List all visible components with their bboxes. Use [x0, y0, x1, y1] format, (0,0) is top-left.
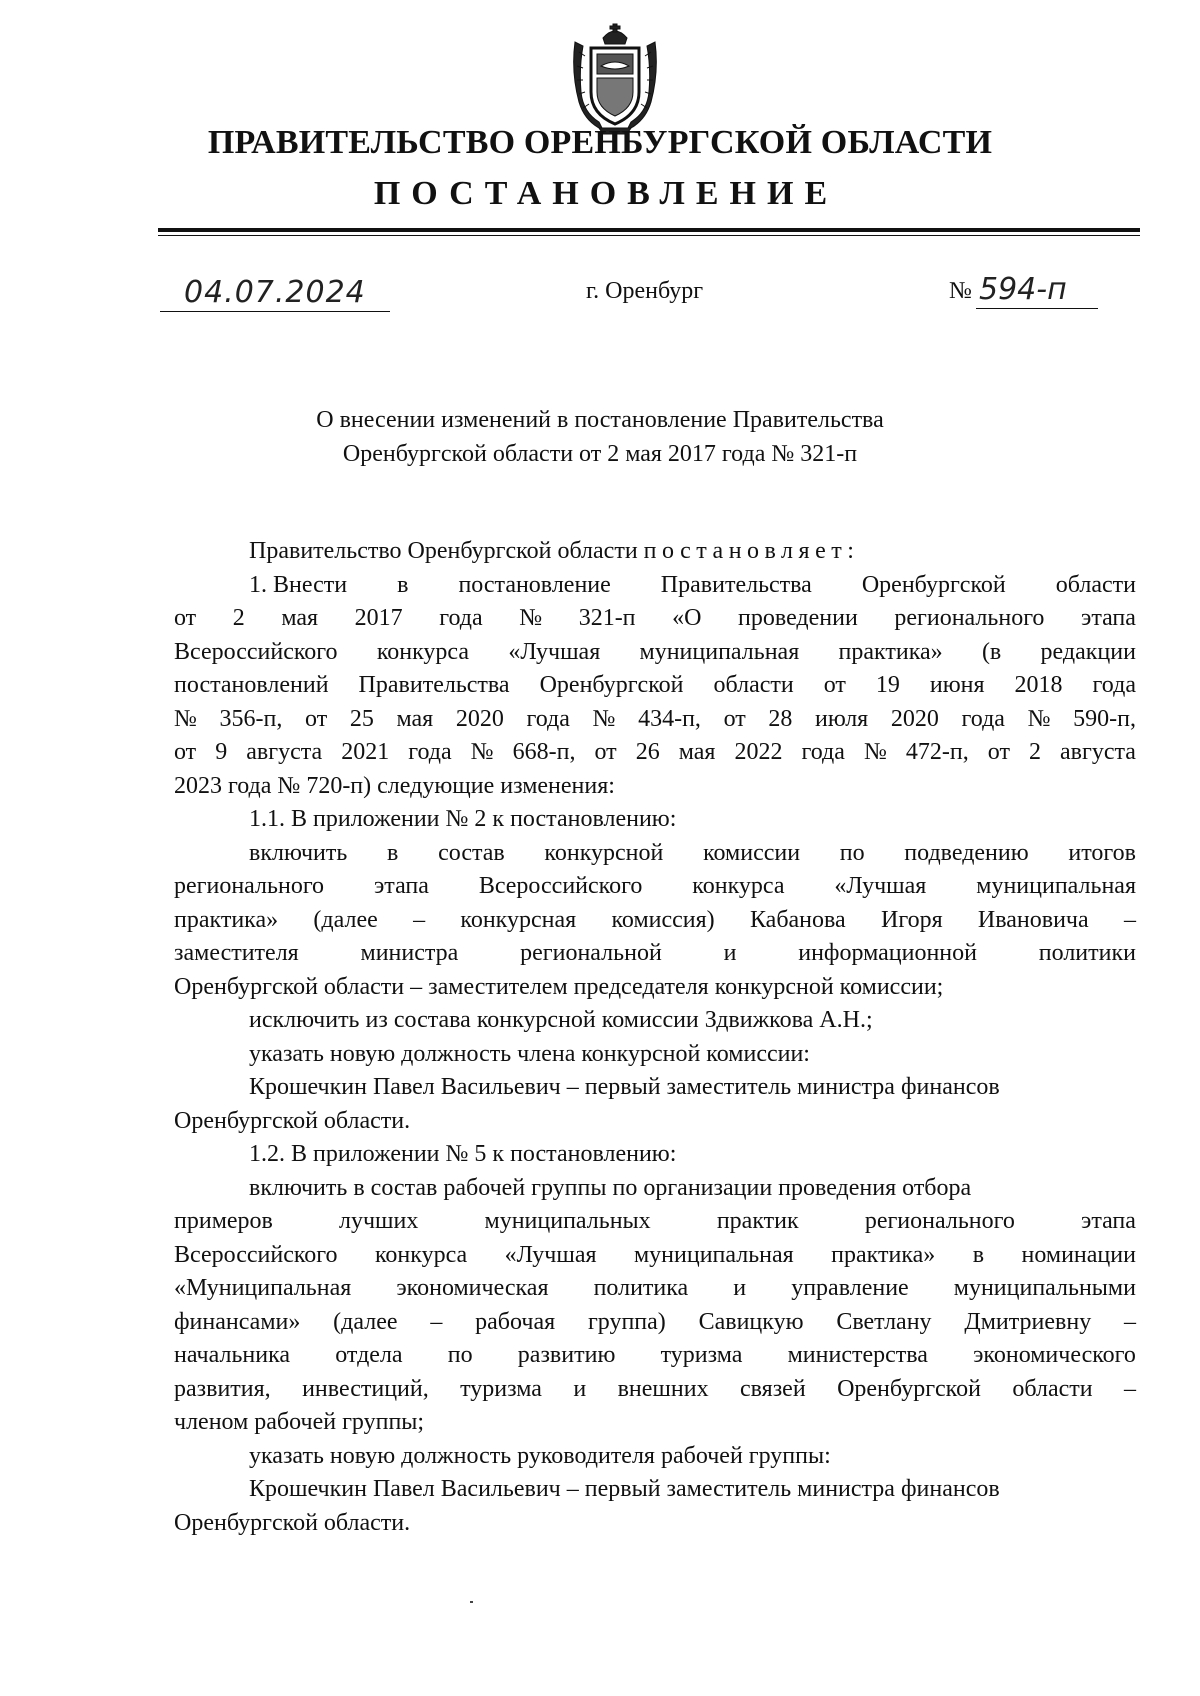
body-word: №: [1027, 705, 1051, 732]
body-word: Всероссийского: [174, 638, 338, 665]
body-line: [174, 703, 1136, 737]
body-line: [174, 669, 1136, 703]
body-word: конкурсной: [544, 839, 664, 866]
body-word: в: [972, 1241, 985, 1268]
body-word: и: [733, 1275, 747, 1301]
body-word: Правительства: [358, 672, 510, 698]
body-word: 1. Внести: [249, 571, 348, 598]
body-word: июня: [929, 672, 985, 698]
body-word: группа): [587, 1308, 666, 1335]
body-word: инвестиций,: [302, 1375, 429, 1402]
body-text: Правительство Оренбургской области: [249, 538, 644, 564]
body-word: проведении: [738, 605, 858, 631]
body-word: внешних: [617, 1375, 709, 1402]
body-line: членом рабочей группы;: [174, 1409, 425, 1435]
body-line: [174, 1272, 1136, 1306]
body-word: 2021: [341, 739, 390, 765]
body-word: области: [713, 672, 794, 698]
body-word: мая: [678, 739, 716, 765]
body-word: от: [987, 739, 1010, 765]
body-word: 26: [635, 739, 660, 765]
body-word: муниципальная: [639, 638, 800, 665]
body-word: (далее: [313, 906, 378, 933]
body-text: :: [847, 538, 854, 564]
body-word: 668-п,: [512, 739, 576, 765]
body-line: [174, 636, 1136, 670]
body-word: 2020: [890, 705, 939, 732]
body-word: года: [801, 739, 845, 765]
body-word: министра: [360, 940, 459, 966]
body-line: Оренбургской области.: [174, 1107, 411, 1134]
document-number: 594-п: [979, 272, 1067, 307]
body-word: Оренбургской: [861, 571, 1006, 598]
body-word: подведению: [904, 839, 1029, 866]
body-word: по: [839, 839, 865, 866]
body-word: комиссии: [703, 839, 801, 866]
body-line: [174, 837, 1136, 871]
body-word: этапа: [1081, 605, 1136, 631]
body-line: 2023 года № 720-п) следующие изменения:: [174, 772, 615, 799]
body-word: информационной: [798, 940, 977, 966]
body-word: 2020: [455, 705, 504, 732]
subject-line: О внесении изменений в постановление Правительства: [316, 407, 884, 433]
body-word: №: [470, 739, 494, 765]
body-line: [174, 1239, 1136, 1273]
body-word: 2: [1028, 739, 1041, 765]
body-word: отдела: [335, 1342, 403, 1368]
body-word: 2: [232, 605, 245, 631]
body-word: Оренбургской: [539, 672, 684, 698]
body-line: [174, 602, 1136, 636]
body-word: муниципальными: [953, 1275, 1136, 1301]
body-word: от: [174, 605, 197, 631]
coat-of-arms-icon: [569, 22, 661, 136]
number-underline: [976, 308, 1098, 309]
body-word: экономическая: [396, 1275, 549, 1301]
body-word: управление: [791, 1275, 909, 1301]
body-word: конкурсная: [460, 906, 577, 933]
body-word: развитию: [517, 1342, 616, 1368]
body-word: от: [305, 705, 328, 732]
number-sign: №: [949, 278, 972, 304]
body-word: от: [594, 739, 617, 765]
body-word: конкурса: [374, 1241, 468, 1268]
body-word: июля: [815, 705, 869, 732]
body-word: включить: [249, 839, 348, 866]
body-word: «Лучшая: [508, 638, 601, 665]
document-type: ПОСТАНОВЛЕНИЕ: [373, 175, 839, 212]
body-word: 434-п,: [638, 705, 701, 732]
body-word: туризма: [660, 1342, 743, 1368]
body-word: регионального: [864, 1208, 1015, 1234]
body-word: –: [430, 1308, 443, 1335]
body-word: комиссия): [611, 906, 715, 933]
organization-name: ПРАВИТЕЛЬСТВО ОРЕНБУРГСКОЙ ОБЛАСТИ: [207, 124, 993, 161]
body-word: №: [174, 705, 197, 732]
body-word: «Лучшая: [504, 1241, 597, 1268]
body-word: постановлений: [174, 672, 329, 698]
body-line: указать новую должность руководителя рабочей группы:: [249, 1442, 831, 1469]
body-word: области: [1012, 1375, 1093, 1402]
body-line: включить в состав рабочей группы по организации проведения отбора: [249, 1174, 972, 1201]
body-word: итогов: [1068, 839, 1136, 866]
body-word: 25: [349, 705, 374, 732]
body-word: мая: [281, 605, 319, 631]
body-word: Всероссийского: [174, 1241, 338, 1268]
body-word: 28: [768, 705, 793, 732]
body-line: исключить из состава конкурсной комиссии Здвижкова А.Н.;: [249, 1007, 873, 1033]
body-line: [174, 1306, 1136, 1340]
body-word: постановление: [458, 571, 611, 598]
body-word: примеров: [174, 1208, 273, 1234]
body-word: практика»: [174, 906, 279, 933]
document-body: [174, 535, 1136, 1540]
body-word: 2018: [1014, 672, 1063, 698]
body-word: 2017: [354, 605, 403, 631]
body-word: августа: [246, 739, 323, 765]
body-word: года: [526, 705, 570, 732]
body-word: и: [723, 940, 737, 966]
body-word: от: [723, 705, 746, 732]
body-word: развития,: [174, 1375, 271, 1402]
body-word: года: [439, 605, 483, 631]
body-line: [174, 1373, 1136, 1407]
body-word: года: [1092, 672, 1136, 698]
body-line: указать новую должность члена конкурсной комиссии:: [249, 1040, 810, 1067]
subject-line: Оренбургской области от 2 мая 2017 года № 321-п: [342, 441, 858, 467]
body-word: экономического: [973, 1342, 1136, 1368]
body-line: Оренбургской области – заместителем председателя конкурсной комиссии;: [174, 973, 944, 1000]
body-text-spaced: постановляет: [643, 538, 848, 564]
body-word: Ивановича: [977, 906, 1089, 933]
body-word: лучших: [339, 1208, 419, 1234]
body-word: заместителя: [174, 940, 299, 966]
body-word: от: [174, 739, 197, 765]
date-underline: [160, 311, 390, 312]
body-line: [174, 937, 1136, 971]
body-line: [174, 1205, 1136, 1239]
body-word: финансами»: [174, 1308, 301, 1335]
body-word: Оренбургской: [837, 1375, 981, 1402]
body-word: 9: [215, 739, 228, 765]
body-line: [174, 1339, 1136, 1373]
body-line: Крошечкин Павел Васильевич – первый заместитель министра финансов: [249, 1074, 1000, 1100]
body-word: практика»: [831, 1241, 936, 1268]
body-word: мая: [396, 705, 434, 732]
body-word: и: [573, 1375, 587, 1402]
body-word: начальника: [174, 1342, 291, 1368]
body-word: «Муниципальная: [174, 1275, 352, 1301]
body-word: рабочая: [475, 1308, 556, 1335]
body-word: муниципальных: [484, 1208, 651, 1234]
body-word: министерства: [787, 1342, 928, 1368]
body-line: [174, 569, 1136, 603]
body-word: конкурса: [692, 873, 785, 899]
body-word: августа: [1060, 739, 1136, 765]
body-word: –: [1123, 906, 1136, 933]
body-word: муниципальная: [976, 873, 1136, 899]
header-rule-thick: [158, 228, 1140, 232]
body-line: [174, 904, 1136, 938]
body-line: Крошечкин Павел Васильевич – первый заместитель министра финансов: [249, 1476, 1000, 1502]
body-word: номинации: [1021, 1241, 1136, 1268]
body-word: №: [863, 739, 887, 765]
body-word: Светлану: [836, 1308, 932, 1335]
document-date: 04.07.2024: [184, 275, 366, 310]
body-word: практика»: [838, 638, 943, 665]
body-word: политики: [1038, 940, 1136, 966]
body-word: региональной: [520, 940, 662, 966]
body-word: редакции: [1040, 638, 1136, 665]
body-word: 590-п,: [1073, 705, 1136, 732]
body-word: в: [387, 839, 399, 866]
body-line: [174, 870, 1136, 904]
body-word: конкурса: [376, 638, 470, 665]
body-word: 19: [875, 672, 900, 698]
body-line: [174, 736, 1136, 770]
body-word: регионального: [174, 873, 325, 899]
body-word: Всероссийского: [478, 873, 643, 899]
body-word: регионального: [894, 605, 1045, 631]
body-word: от: [823, 672, 846, 698]
body-word: 321-п: [578, 605, 636, 631]
body-word: –: [1123, 1375, 1136, 1402]
body-line: [174, 535, 1136, 569]
body-word: (в: [981, 638, 1002, 665]
body-word: в: [397, 571, 409, 598]
header-rule-thin: [158, 235, 1140, 236]
body-word: года: [408, 739, 452, 765]
body-word: (далее: [333, 1308, 398, 1335]
body-word: этапа: [373, 873, 429, 899]
document-city: г. Оренбург: [586, 278, 704, 304]
body-word: практик: [716, 1208, 799, 1234]
body-word: Правительства: [660, 571, 812, 598]
body-word: №: [592, 705, 616, 732]
body-word: 472-п,: [905, 739, 969, 765]
body-word: –: [413, 906, 426, 933]
document-subject: [180, 403, 1020, 471]
body-word: области: [1055, 571, 1136, 598]
body-word: Дмитриевну: [964, 1308, 1092, 1335]
body-word: Кабанова: [749, 906, 846, 933]
body-line: 1.2. В приложении № 5 к постановлению:: [249, 1141, 677, 1167]
body-word: Савицкую: [698, 1308, 804, 1335]
body-word: политика: [593, 1275, 689, 1301]
body-word: –: [1124, 1308, 1136, 1335]
body-word: 356-п,: [219, 705, 283, 732]
scan-speck: [470, 1601, 473, 1603]
body-word: туризма: [460, 1375, 542, 1402]
body-line: 1.1. В приложении № 2 к постановлению:: [249, 806, 677, 832]
body-line: Оренбургской области.: [174, 1509, 411, 1536]
body-word: муниципальная: [633, 1241, 794, 1268]
body-word: состав: [438, 839, 505, 866]
body-word: «Лучшая: [834, 873, 927, 899]
body-word: года: [961, 705, 1005, 732]
body-word: связей: [739, 1375, 806, 1402]
body-word: этапа: [1081, 1208, 1136, 1234]
body-word: «О: [672, 605, 702, 631]
body-word: Игоря: [880, 906, 943, 933]
body-word: 2022: [734, 739, 783, 765]
body-word: по: [447, 1342, 473, 1368]
body-word: №: [519, 605, 543, 631]
